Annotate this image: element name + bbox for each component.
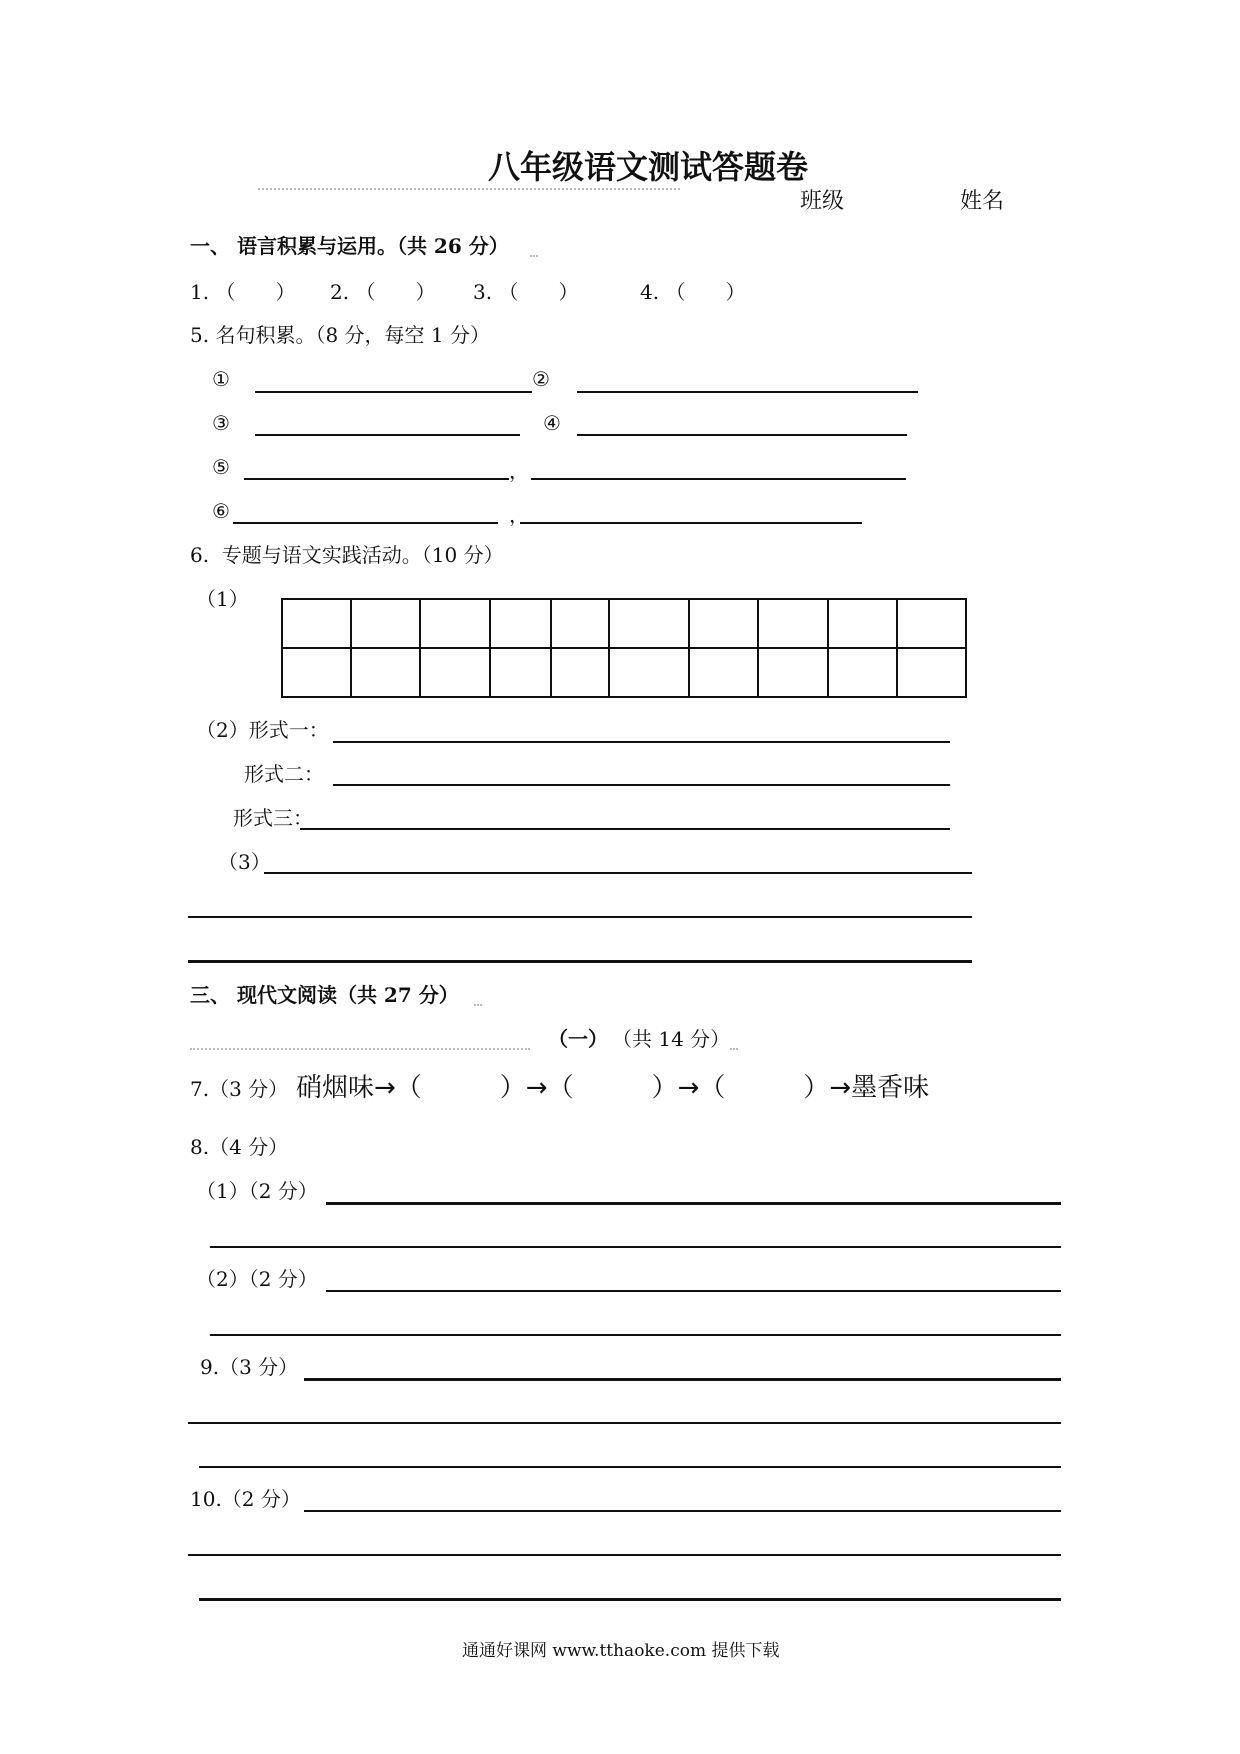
q5-comma-6: ， [509,503,529,527]
q6-sub3-label: （3） [218,850,271,874]
q9-blank-1[interactable] [304,1378,1061,1381]
grid-cell[interactable] [420,648,489,697]
page-title: 八年级语文测试答题卷 [488,148,809,186]
grid-cell[interactable] [551,599,609,648]
q8-label: 8.（4 分） [190,1135,289,1159]
part1-dots-tail [730,1048,738,1050]
q10-label: 10.（2 分） [190,1487,301,1511]
q6-form3-blank[interactable] [300,828,950,830]
q6-form1-blank[interactable] [333,741,950,743]
q10-blank-2[interactable] [188,1554,1061,1556]
q10-blank-1[interactable] [304,1510,1061,1512]
q6-sub1-label: （1） [196,587,249,611]
q5-blank-5a[interactable] [244,478,509,480]
q5-blank-2[interactable] [577,391,918,393]
grid-cell[interactable] [490,648,551,697]
name-label: 姓名 [960,189,1005,214]
grid-cell[interactable] [689,648,758,697]
q9-blank-3[interactable] [199,1466,1061,1468]
part1-label: （一） [548,1027,608,1051]
answer-grid [281,598,967,698]
grid-cell[interactable] [609,648,689,697]
q8-sub2-blank-1[interactable] [326,1290,1061,1292]
q5-blank-6b[interactable] [520,522,862,524]
grid-cell[interactable] [609,599,689,648]
q6-label: 6. 专题与语文实践活动。（10 分） [190,543,504,567]
part1-dotted-rule [190,1048,530,1050]
grid-cell[interactable] [758,648,827,697]
grid-cell[interactable] [420,599,489,648]
footer-text: 通通好课网 www.tthaoke.com 提供下载 [462,1641,780,1661]
q5-blank-3[interactable] [255,434,520,436]
q5-label: 5. 名句积累。（8 分，每空 1 分） [190,323,490,347]
part1-points: （共 14 分） [612,1027,731,1051]
q5-marker-1: ① [212,367,230,391]
q6-sub3-blank-3[interactable] [188,960,972,963]
q6-form3-label: 形式三： [233,806,313,830]
q8-sub1-blank-1[interactable] [326,1202,1061,1205]
grid-cell[interactable] [490,599,551,648]
q6-form2-label: 形式二： [244,762,324,786]
grid-cell[interactable] [897,648,966,697]
q8-sub2-label: （2）（2 分） [196,1267,318,1291]
q6-form1-label: （2）形式一： [196,718,329,742]
grid-cell[interactable] [351,599,420,648]
q5-marker-6: ⑥ [212,499,230,523]
q5-blank-5b[interactable] [531,478,906,480]
grid-cell[interactable] [828,648,897,697]
q7-text: 硝烟味→（ ）→（ ）→（ ）→墨香味 [296,1073,930,1103]
grid-cell[interactable] [758,599,827,648]
q5-blank-4[interactable] [577,434,907,436]
choice-1: 1. （ ） [190,280,296,304]
q9-blank-2[interactable] [188,1422,1061,1424]
q5-comma-5: ， [509,459,529,483]
grid-row [282,648,966,697]
section1-heading-dots [530,255,538,257]
grid-cell[interactable] [897,599,966,648]
grid-row [282,599,966,648]
grid-cell[interactable] [351,648,420,697]
q5-blank-1[interactable] [255,391,532,393]
grid-cell[interactable] [689,599,758,648]
q8-sub2-blank-2[interactable] [210,1334,1061,1336]
grid-cell[interactable] [828,599,897,648]
grid-cell[interactable] [282,648,351,697]
choice-3: 3. （ ） [473,280,579,304]
q5-marker-3: ③ [212,411,230,435]
q5-blank-6a[interactable] [233,522,498,524]
choice-2: 2. （ ） [330,280,436,304]
section3-heading-dots [474,1004,482,1006]
choice-4: 4. （ ） [640,280,746,304]
grid-cell[interactable] [551,648,609,697]
q6-form2-blank[interactable] [333,784,950,786]
grid-cell[interactable] [282,599,351,648]
q5-marker-5: ⑤ [212,455,230,479]
section1-heading: 一、 语言积累与运用。（共 26 分） [190,234,509,258]
q7-prefix: 7.（3 分） [190,1077,289,1101]
section3-heading: 三、 现代文阅读（共 27 分） [190,983,459,1007]
q10-blank-3[interactable] [199,1598,1061,1601]
q6-sub3-blank-2[interactable] [188,916,972,918]
q5-marker-2: ② [532,367,550,391]
q9-label: 9.（3 分） [200,1355,299,1379]
q6-sub3-blank-1[interactable] [264,872,972,874]
header-dotted-rule [258,188,680,190]
q8-sub1-label: （1）（2 分） [196,1179,318,1203]
q5-marker-4: ④ [543,411,561,435]
class-label: 班级 [800,189,845,214]
q8-sub1-blank-2[interactable] [210,1246,1061,1248]
